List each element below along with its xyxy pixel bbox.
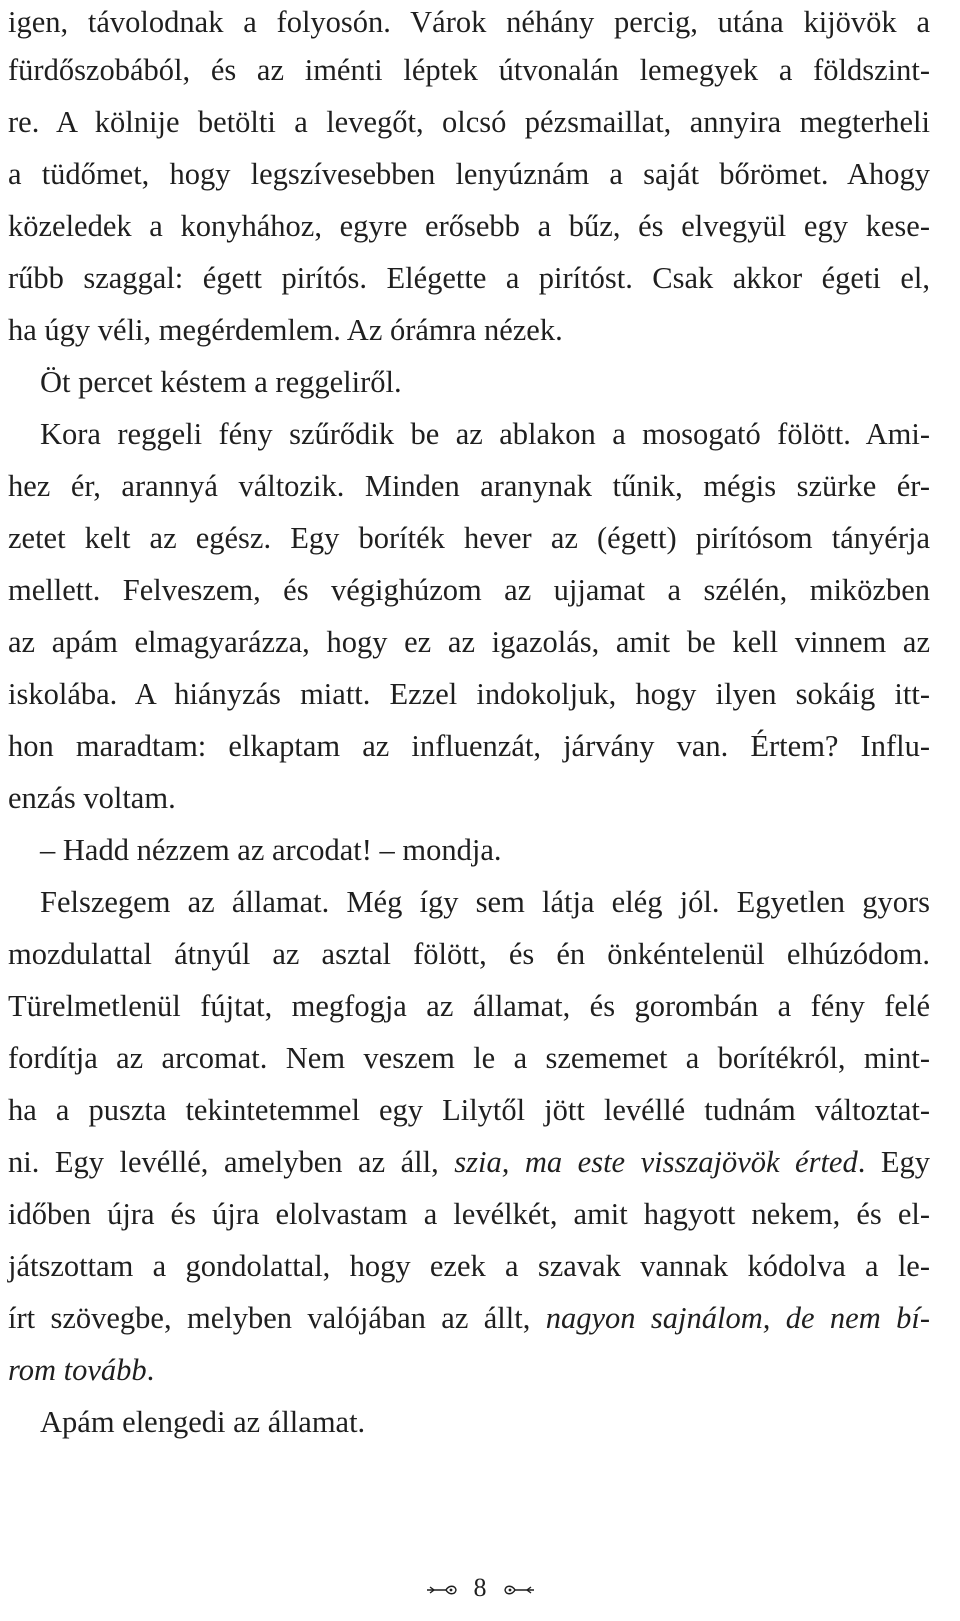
text-line: Türelmetlenül fújtat, megfogja az államat, és gorombán a fény felé [8, 989, 930, 1023]
text-line: Öt percet késtem a reggeliről. [40, 365, 402, 399]
text-line: a tüdőmet, hogy legszívesebben lenyúznám a saját bőrömet. Ahogy [8, 157, 930, 191]
italic-quote: rom tovább [8, 1353, 147, 1387]
text-line: Apám elengedi az államat. [40, 1405, 366, 1439]
text-line: Felszegem az államat. Még így sem látja elég jól. Egyetlen gyors [40, 885, 930, 919]
text-span: . [146, 1353, 155, 1387]
text-line: hon maradtam: elkaptam az influenzát, járvány van. Értem? Influ- [8, 729, 930, 763]
text-span: ni. Egy levéllé, amelyben az áll, [8, 1145, 455, 1179]
text-line: rűbb szaggal: égett pirítós. Elégette a pirítóst. Csak akkor égeti el, [8, 261, 930, 295]
text-line: játszottam a gondolattal, hogy ezek a szavak vannak kódolva a le- [8, 1249, 930, 1283]
text-line: az apám elmagyarázza, hogy ez az igazolás, amit be kell vinnem az [8, 625, 930, 659]
fleuron-right-icon [426, 1568, 460, 1608]
text-line: mellett. Felveszem, és végighúzom az ujjamat a szélén, miközben [8, 573, 930, 607]
text-line: re. A kölnije betölti a levegőt, olcsó pézsmaillat, annyira megterheli [8, 105, 930, 139]
page-footer [0, 1566, 960, 1606]
italic-quote: szia, ma este visszajövök érted [454, 1145, 858, 1179]
text-span: . Egy [857, 1145, 930, 1179]
text-line-with-italic [8, 1292, 930, 1344]
italic-quote: nagyon sajnálom, de nem bí- [545, 1301, 930, 1335]
text-line: iskolába. A hiányzás miatt. Ezzel indokoljuk, hogy ilyen sokáig itt- [8, 677, 930, 711]
text-line: igen, távolodnak a folyosón. Várok néhány percig, utána kijövök a [8, 5, 930, 39]
text-line-with-italic [8, 1136, 930, 1188]
dialogue-line: – Hadd nézzem az arcodat! – mondja. [40, 833, 502, 867]
text-line: mozdulattal átnyúl az asztal fölött, és én önkéntelenül elhúzódom. [8, 937, 930, 971]
page-number: 8 [473, 1573, 487, 1603]
text-line-with-italic [8, 1344, 930, 1396]
text-span: írt szövegbe, melyben valójában az állt, [8, 1301, 546, 1335]
fleuron-left-icon [501, 1568, 535, 1608]
text-line: fordítja az arcomat. Nem veszem le a szememet a borítékról, mint- [8, 1041, 930, 1075]
text-line: fürdőszobából, és az iménti léptek útvonalán lemegyek a földszint- [8, 53, 930, 87]
text-line: enzás voltam. [8, 781, 176, 815]
text-line: zetet kelt az egész. Egy boríték hever az (égett) pirítósom tányérja [8, 521, 930, 555]
text-line: ha a puszta tekintetemmel egy Lilytől jött levéllé tudnám változtat- [8, 1093, 930, 1127]
text-line: hez ér, arannyá változik. Minden aranynak tűnik, mégis szürke ér- [8, 469, 930, 503]
text-line: időben újra és újra elolvastam a levélkét, amit hagyott nekem, és el- [8, 1197, 930, 1231]
text-line: közeledek a konyhához, egyre erősebb a bűz, és elvegyül egy kese- [8, 209, 930, 243]
text-line: ha úgy véli, megérdemlem. Az órámra nézek. [8, 313, 563, 347]
text-line: Kora reggeli fény szűrődik be az ablakon a mosogató fölött. Ami- [40, 417, 930, 451]
